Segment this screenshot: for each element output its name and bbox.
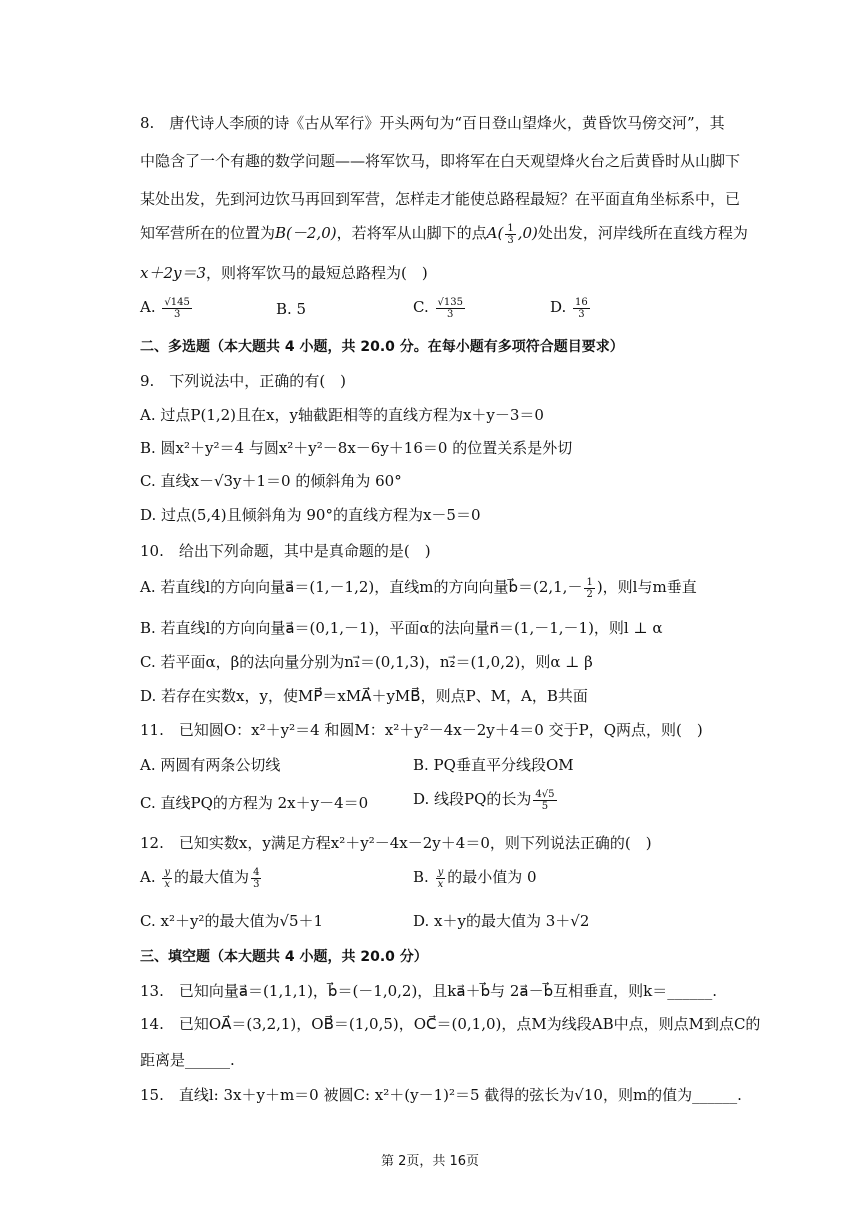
q11-option-a: A. 两圆有两条公切线 xyxy=(140,756,281,774)
q14-line1: 14. 已知OA⃗＝(3,2,1)，OB⃗＝(1,0,5)，OC⃗＝(0,1,0)，点M为线段AB中点，则点M到点C的 xyxy=(140,1015,761,1033)
q13: 13. 已知向量a⃗＝(1,1,1)，b⃗＝(－1,0,2)，且ka⃗＋b⃗与 2a⃗－b⃗互相垂直，则k＝______. xyxy=(140,982,717,1000)
section2-title: 二、多选题（本大题共 4 小题，共 20.0 分。在每小题有多项符合题目要求） xyxy=(140,339,624,355)
q8-line3: 某处出发，先到河边饮马再回到军营，怎样走才能使总路程最短？在平面直角坐标系中，已 xyxy=(140,190,741,208)
q8-line5b: ，则将军饮马的最短总路程为( ) xyxy=(206,264,428,282)
q8-equation: x＋2y＝3 xyxy=(140,264,207,282)
q9-option-c: C. 直线x－√3y＋1＝0 的倾斜角为 60° xyxy=(140,472,402,490)
q12-option-a: A. $\frac{y}{x}$ 的最大值为 $\frac{4}{3}$ xyxy=(140,866,260,890)
q9-option-b: B. 圆x²＋y²＝4 与圆x²＋y²－8x－6y＋16＝0 的位置关系是外切 xyxy=(140,439,573,457)
q10-option-a: A. 若直线l的方向向量a⃗＝(1,－1,2)，直线m的方向向量b⃗＝(2,1,－ $\frac{1}{2}$ )，则l与m垂直 xyxy=(140,576,697,600)
q8-point-b: B(－2,0) xyxy=(275,224,337,242)
q8-line2: 中隐含了一个有趣的数学问题——将军饮马，即将军在白天观望烽火台之后黄昏时从山脚下 xyxy=(140,152,741,170)
q8-line4 xyxy=(140,222,748,246)
q8-line5 xyxy=(140,262,428,284)
q8-option-b: B. 5 xyxy=(276,300,307,318)
q10-option-d: D. 若存在实数x，y，使MP⃗＝xMA⃗＋yMB⃗，则点P、M，A，B共面 xyxy=(140,687,588,705)
q8-line4a: 知军营所在的位置为 xyxy=(140,224,276,242)
q14-line2: 距离是______. xyxy=(140,1051,235,1069)
q11-option-b: B. PQ垂直平分线段OM xyxy=(413,756,574,774)
q11-option-d: D. 线段PQ的长为 $\frac{4√5}{5}$ xyxy=(413,788,555,812)
q11-option-c: C. 直线PQ的方程为 2x＋y－4＝0 xyxy=(140,794,369,812)
q8-fraction: $\frac{1}{3}$ xyxy=(507,222,514,246)
q8-point-a: A( xyxy=(486,224,504,242)
q8-option-d: D. $\frac{16}{3}$ xyxy=(550,296,588,320)
q11-stem: 11. 已知圆O：x²＋y²＝4 和圆M：x²＋y²－4x－2y＋4＝0 交于P，Q两点，则( ) xyxy=(140,721,703,739)
q15: 15. 直线l: 3x＋y＋m＝0 被圆C: x²＋(y－1)²＝5 截得的弦长为√10，则m的值为______. xyxy=(140,1086,742,1104)
q8-line4e: ,0) xyxy=(517,224,538,242)
q12-option-b: B. $\frac{y}{x}$ 的最小值为 0 xyxy=(413,866,537,890)
q12-stem: 12. 已知实数x，y满足方程x²＋y²－4x－2y＋4＝0，则下列说法正确的( ) xyxy=(140,834,652,852)
q10-stem: 10. 给出下列命题，其中是真命题的是( ) xyxy=(140,542,431,560)
q9-stem: 9. 下列说法中，正确的有( ) xyxy=(140,372,347,390)
q8-option-a: A. $\frac{√145}{3}$ xyxy=(140,296,190,320)
q10-option-b: B. 若直线l的方向向量a⃗＝(0,1,－1)，平面α的法向量n⃗＝(1,－1,－1)，则l ⊥ α xyxy=(140,619,663,637)
q12-option-c: C. x²＋y²的最大值为√5＋1 xyxy=(140,912,324,930)
section3-title: 三、填空题（本大题共 4 小题，共 20.0 分） xyxy=(140,949,428,965)
q9-option-d: D. 过点(5,4)且倾斜角为 90°的直线方程为x－5＝0 xyxy=(140,506,481,524)
q8-line1: 8. 唐代诗人李颀的诗《古从军行》开头两句为“百日登山望烽火，黄昏饮马傍交河”，其 xyxy=(140,114,725,132)
q10-option-c: C. 若平面α，β的法向量分别为n₁⃗＝(0,1,3)，n₂⃗＝(1,0,2)，则α ⊥ β xyxy=(140,653,593,671)
q8-option-c: C. $\frac{√135}{3}$ xyxy=(413,296,463,320)
q9-option-a: A. 过点P(1,2)且在x，y轴截距相等的直线方程为x＋y－3＝0 xyxy=(140,406,544,424)
q8-line4c: ，若将军从山脚下的点 xyxy=(336,224,487,242)
q8-line4f: 处出发，河岸线所在直线方程为 xyxy=(537,224,748,242)
q12-option-d: D. x＋y的最大值为 3＋√2 xyxy=(413,912,590,930)
page-footer: 第 2页，共 16页 xyxy=(380,1154,480,1169)
